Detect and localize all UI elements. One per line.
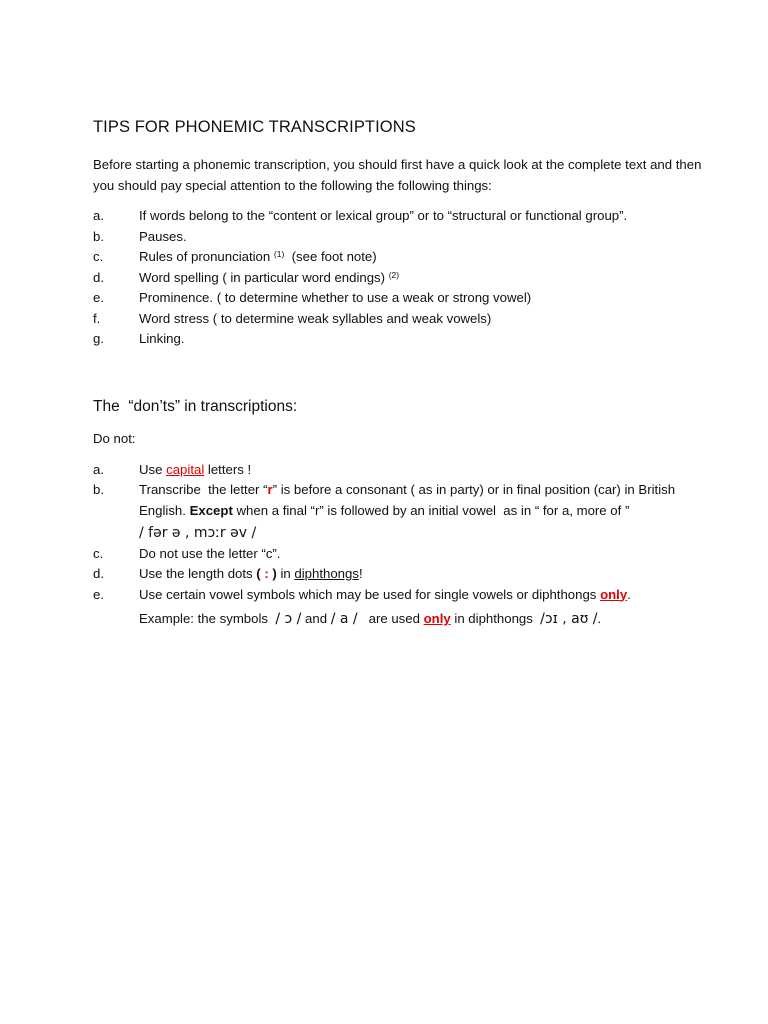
text-segment: Transcribe the letter “ [139, 482, 268, 497]
page-title: TIPS FOR PHONEMIC TRANSCRIPTIONS [93, 118, 416, 136]
section-heading: The “don’ts” in transcriptions: [93, 397, 298, 415]
list-item-text: Word stress ( to determine weak syllables and weak vowels) [139, 310, 492, 326]
text-segment: when a final “r” is followed by an initial vowel as in “ for a, more of ” [232, 502, 630, 518]
list-marker: b. [93, 482, 104, 497]
paren-close: ) [268, 566, 277, 581]
list-item [93, 227, 723, 248]
list-item [93, 288, 723, 309]
paren-open: ( [256, 566, 265, 581]
list-marker: c. [93, 249, 104, 264]
list-marker: e. [93, 586, 104, 602]
example-line [139, 609, 723, 630]
tips-list [93, 206, 723, 350]
ipa-symbol: /ɔɪ , aʊ / [540, 611, 598, 627]
list-marker: b. [93, 228, 104, 244]
list-marker: d. [93, 269, 104, 285]
list-item [93, 564, 723, 585]
list-marker: f. [93, 310, 101, 326]
text-segment: Use [139, 461, 167, 477]
text-segment: Use the length dots [139, 566, 257, 581]
list-item [93, 480, 723, 544]
list-item [93, 544, 723, 565]
list-item-text: Word spelling ( in particular word endings) [139, 269, 386, 285]
text-segment: letters ! [204, 461, 252, 477]
list-item-text: Pauses. [139, 228, 187, 244]
list-marker: d. [93, 566, 104, 581]
list-item [93, 247, 723, 268]
list-item [93, 329, 723, 350]
list-item [93, 585, 723, 630]
length-dots-symbol: : [264, 566, 269, 581]
text-segment: and [301, 611, 331, 626]
intro-paragraph: Before starting a phonemic transcription, you should first have a quick look at the complete text and then you should pay special attention to the following the following things: [93, 157, 702, 193]
highlight-r: r [267, 482, 273, 497]
underlined-diphthongs: diphthongs [294, 566, 359, 581]
ipa-symbol: / ɔ / [275, 611, 302, 627]
list-item [93, 460, 723, 481]
list-item-note: (see foot note) [284, 249, 377, 264]
document-page [93, 118, 723, 630]
text-segment: in [276, 566, 295, 581]
list-item-text: Linking. [139, 331, 185, 346]
text-segment: ” is before a consonant ( as in party) or in final position (car) in British English. [139, 482, 679, 518]
donts-list [93, 460, 723, 630]
text-segment: . [597, 611, 602, 626]
text-segment: are used [357, 611, 424, 626]
text-segment: Example: the symbols [139, 611, 276, 626]
footnote-ref: (1) [273, 249, 285, 259]
text-segment: ! [358, 566, 363, 581]
text-segment: . [627, 586, 631, 602]
do-not-label: Do not: [93, 430, 136, 446]
footnote-ref: (2) [388, 269, 400, 280]
highlight-only: only [423, 611, 451, 626]
highlight-capital: capital [166, 461, 205, 477]
list-marker: g. [93, 331, 104, 346]
list-marker: c. [93, 545, 104, 561]
list-marker: a. [93, 461, 104, 477]
ipa-example: / fər ə , mɔːr əv / [139, 525, 257, 541]
highlight-only: only [600, 586, 628, 602]
ipa-symbol: / a / [330, 611, 358, 627]
list-item-text: If words belong to the “content or lexical group” or to “structural or functional group”. [139, 208, 628, 223]
list-marker: a. [93, 208, 104, 223]
list-marker: e. [93, 290, 104, 305]
list-item [93, 206, 723, 227]
text-segment: Use certain vowel symbols which may be used for single vowels or diphthongs [139, 586, 601, 602]
list-item [93, 309, 723, 330]
list-item-text: Prominence. ( to determine whether to use a weak or strong vowel) [139, 290, 532, 305]
list-item-text: Do not use the letter “c”. [139, 545, 281, 561]
emphasis-except: Except [189, 502, 233, 518]
list-item-text: Rules of pronunciation [139, 249, 271, 264]
list-item [93, 268, 723, 289]
text-segment: in diphthongs [450, 611, 541, 626]
